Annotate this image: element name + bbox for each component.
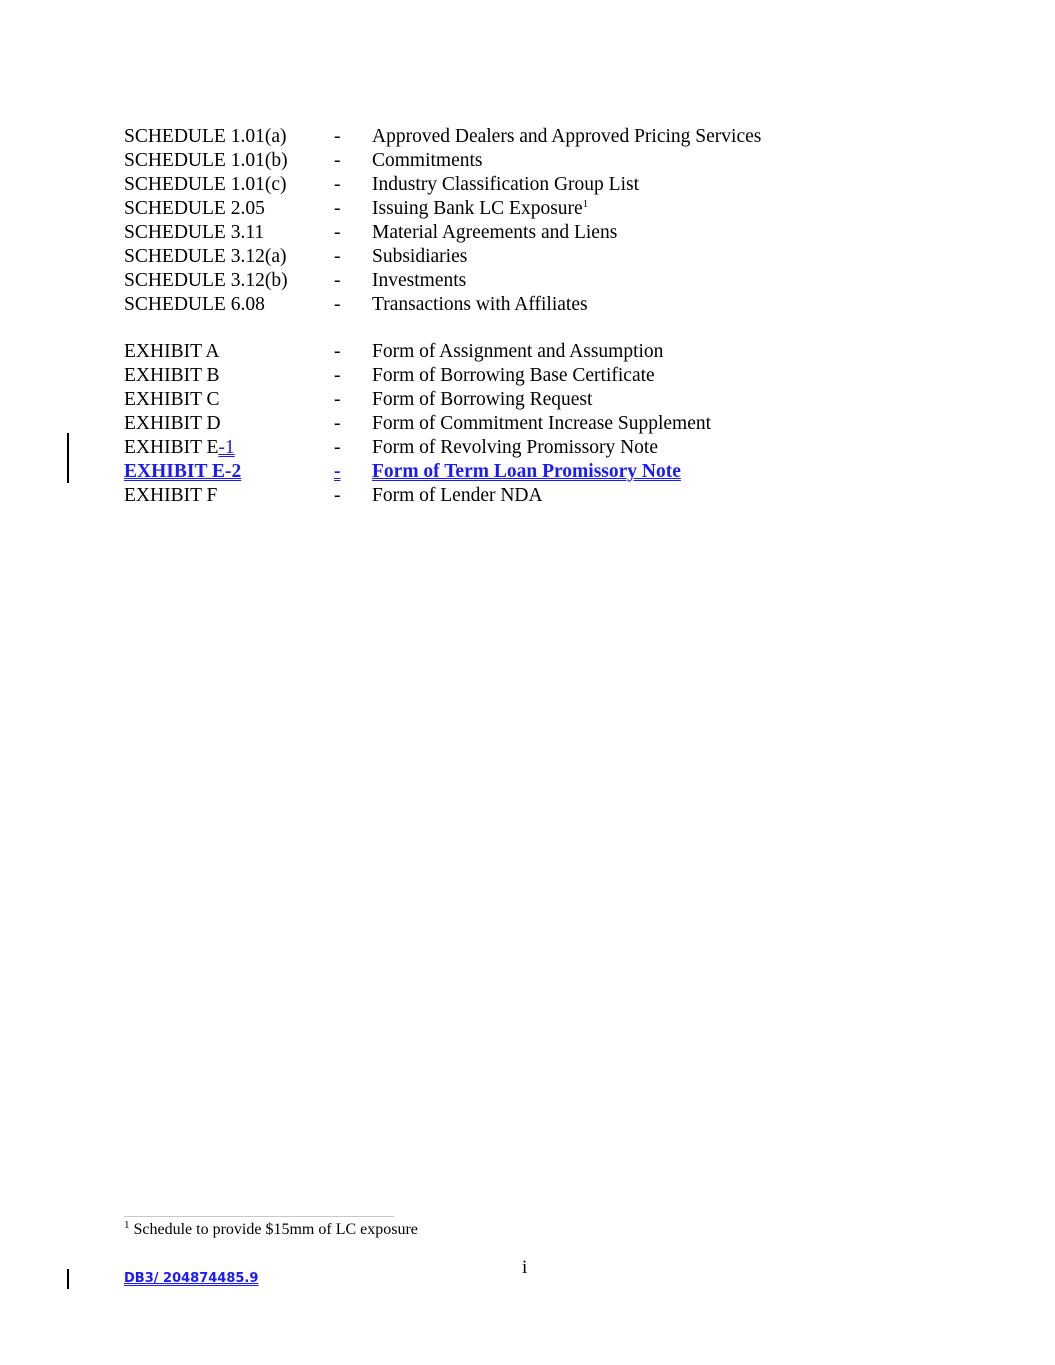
revision-change-bar bbox=[67, 1269, 69, 1289]
separator-dash: - bbox=[334, 174, 341, 195]
exhibit-title: Form of Commitment Increase Supplement bbox=[372, 413, 712, 434]
separator-dash: - bbox=[334, 485, 341, 506]
exhibit-ref: EXHIBIT E bbox=[124, 437, 219, 458]
separator-dash: - bbox=[334, 341, 341, 362]
exhibit-title: Form of Borrowing Request bbox=[372, 389, 593, 410]
document-id: DB3/ 204874485.9 bbox=[124, 1271, 259, 1286]
schedule-title: Issuing Bank LC Exposure bbox=[372, 198, 583, 219]
separator-dash: - bbox=[334, 365, 341, 386]
separator-dash: - bbox=[334, 126, 341, 147]
separator-dash: - bbox=[334, 461, 341, 482]
separator-dash: - bbox=[334, 389, 341, 410]
exhibit-title: Form of Assignment and Assumption bbox=[372, 341, 664, 362]
schedule-ref: SCHEDULE 1.01(c) bbox=[124, 174, 287, 195]
separator-dash: - bbox=[334, 222, 341, 243]
exhibit-title: Form of Revolving Promissory Note bbox=[372, 437, 658, 458]
separator-dash: - bbox=[334, 270, 341, 291]
schedule-ref: SCHEDULE 1.01(b) bbox=[124, 150, 288, 171]
footnote-separator bbox=[124, 1216, 394, 1217]
schedule-title-with-footnote bbox=[372, 197, 588, 221]
exhibit-title: Form of Borrowing Base Certificate bbox=[372, 365, 655, 386]
separator-dash: - bbox=[334, 413, 341, 434]
schedule-title: Commitments bbox=[372, 150, 483, 171]
footnote bbox=[124, 1219, 418, 1241]
exhibit-ref: EXHIBIT B bbox=[124, 365, 220, 386]
exhibit-ref: EXHIBIT F bbox=[124, 485, 218, 506]
exhibit-title: Form of Lender NDA bbox=[372, 485, 543, 506]
footnote-mark: 1 bbox=[124, 1219, 130, 1231]
schedule-title: Investments bbox=[372, 270, 467, 291]
separator-dash: - bbox=[334, 437, 341, 458]
footnote-text: Schedule to provide $15mm of LC exposure bbox=[133, 1221, 418, 1238]
separator-dash: - bbox=[334, 150, 341, 171]
exhibit-ref: EXHIBIT A bbox=[124, 341, 220, 362]
schedule-ref: SCHEDULE 3.12(b) bbox=[124, 270, 288, 291]
schedule-title: Approved Dealers and Approved Pricing Services bbox=[372, 126, 762, 147]
schedule-title: Transactions with Affiliates bbox=[372, 294, 588, 315]
schedule-title: Industry Classification Group List bbox=[372, 174, 640, 195]
exhibit-ref: EXHIBIT C bbox=[124, 389, 220, 410]
schedule-ref: SCHEDULE 3.11 bbox=[124, 222, 265, 243]
exhibit-ref: EXHIBIT D bbox=[124, 413, 221, 434]
schedule-title: Subsidiaries bbox=[372, 246, 468, 267]
separator-dash: - bbox=[334, 294, 341, 315]
schedule-ref: SCHEDULE 3.12(a) bbox=[124, 246, 287, 267]
schedule-ref: SCHEDULE 6.08 bbox=[124, 294, 265, 315]
schedule-ref: SCHEDULE 2.05 bbox=[124, 198, 265, 219]
schedule-title: Material Agreements and Liens bbox=[372, 222, 618, 243]
revision-change-bar bbox=[67, 433, 69, 483]
footnote-reference[interactable]: 1 bbox=[582, 198, 589, 210]
schedule-ref: SCHEDULE 1.01(a) bbox=[124, 126, 287, 147]
exhibit-ref-with-insertion bbox=[124, 436, 235, 460]
exhibit-ref: EXHIBIT E-2 bbox=[124, 461, 242, 482]
separator-dash: - bbox=[334, 246, 341, 267]
inserted-text: -1 bbox=[218, 437, 235, 458]
separator-dash: - bbox=[334, 198, 341, 219]
exhibit-title: Form of Term Loan Promissory Note bbox=[372, 461, 681, 482]
page-number: i bbox=[522, 1257, 528, 1278]
